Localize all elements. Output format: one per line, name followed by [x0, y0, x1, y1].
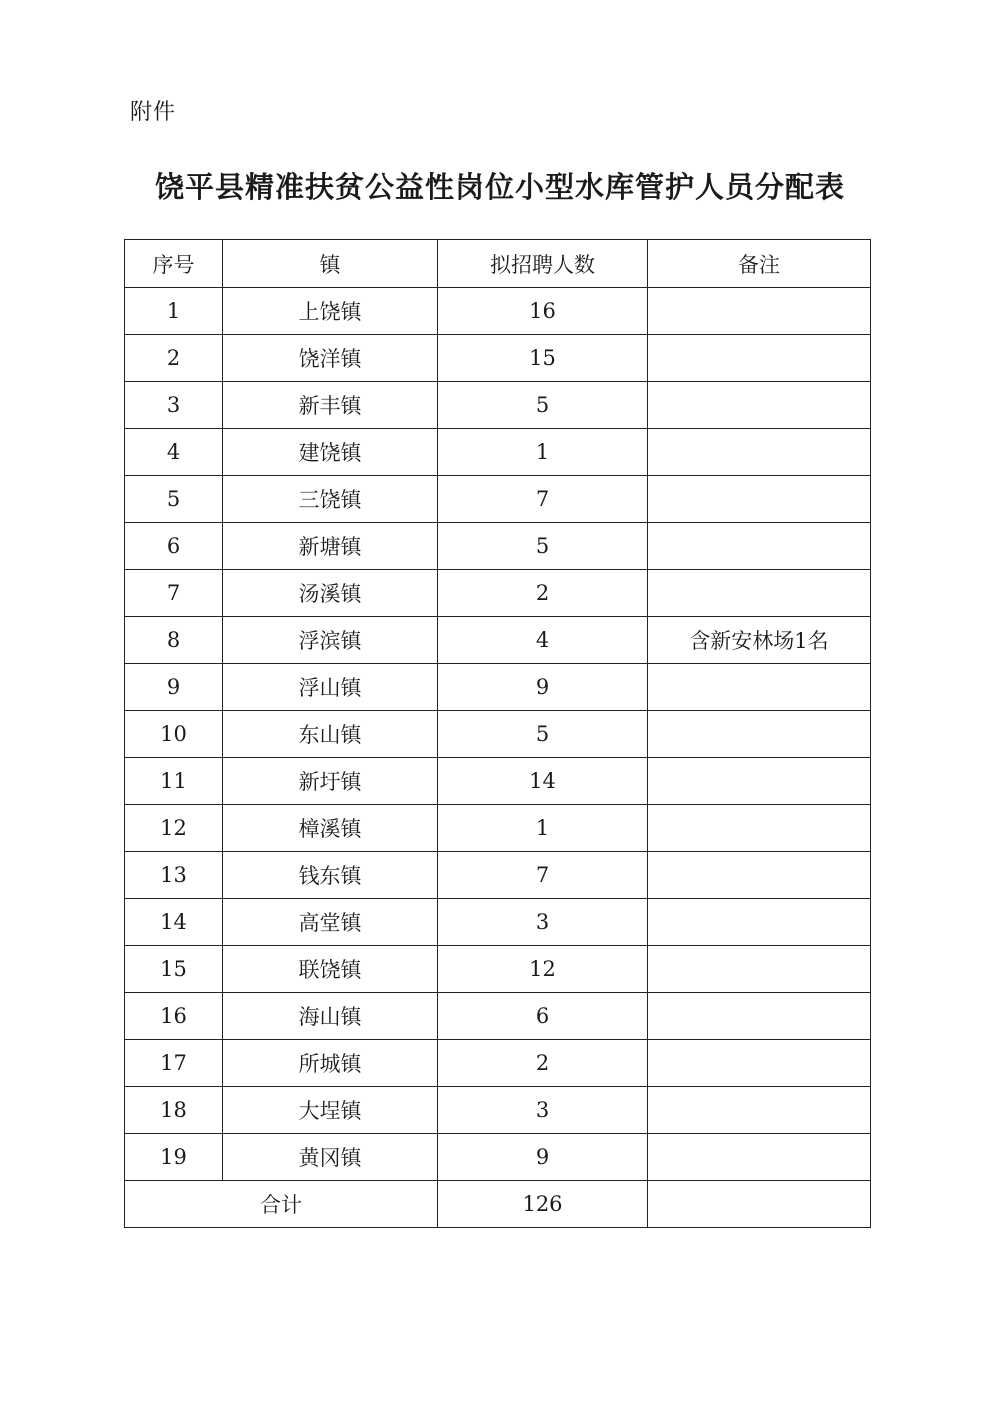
cell-remarks — [648, 899, 871, 946]
total-row — [125, 1181, 871, 1228]
cell-recruit-count: 9 — [438, 664, 648, 711]
cell-remarks — [648, 946, 871, 993]
cell-number: 6 — [125, 523, 223, 570]
cell-recruit-count: 9 — [438, 1134, 648, 1181]
cell-remarks — [648, 711, 871, 758]
cell-number: 7 — [125, 570, 223, 617]
cell-number: 13 — [125, 852, 223, 899]
table-row — [125, 758, 871, 805]
cell-remarks — [648, 805, 871, 852]
cell-number: 14 — [125, 899, 223, 946]
table-row — [125, 899, 871, 946]
cell-town: 浮滨镇 — [223, 617, 438, 664]
total-note — [648, 1181, 871, 1228]
header-town: 镇 — [223, 240, 438, 288]
cell-town: 上饶镇 — [223, 288, 438, 335]
cell-town: 东山镇 — [223, 711, 438, 758]
header-number: 序号 — [125, 240, 223, 288]
cell-remarks — [648, 429, 871, 476]
cell-number: 12 — [125, 805, 223, 852]
cell-recruit-count: 15 — [438, 335, 648, 382]
table-row — [125, 288, 871, 335]
cell-recruit-count: 5 — [438, 382, 648, 429]
allocation-table — [124, 239, 871, 1228]
cell-town: 高堂镇 — [223, 899, 438, 946]
cell-number: 17 — [125, 1040, 223, 1087]
cell-remarks — [648, 523, 871, 570]
cell-remarks: 含新安林场1名 — [648, 617, 871, 664]
cell-recruit-count: 12 — [438, 946, 648, 993]
cell-remarks — [648, 1040, 871, 1087]
cell-remarks — [648, 1134, 871, 1181]
cell-town: 三饶镇 — [223, 476, 438, 523]
table-row — [125, 993, 871, 1040]
cell-remarks — [648, 288, 871, 335]
table-header-row — [125, 240, 871, 288]
cell-remarks — [648, 1087, 871, 1134]
cell-recruit-count: 5 — [438, 711, 648, 758]
cell-number: 9 — [125, 664, 223, 711]
table-body — [125, 288, 871, 1181]
cell-town: 钱东镇 — [223, 852, 438, 899]
table-row — [125, 617, 871, 664]
cell-number: 2 — [125, 335, 223, 382]
cell-town: 汤溪镇 — [223, 570, 438, 617]
cell-town: 樟溪镇 — [223, 805, 438, 852]
cell-recruit-count: 3 — [438, 1087, 648, 1134]
cell-number: 18 — [125, 1087, 223, 1134]
total-label: 合计 — [125, 1181, 438, 1228]
cell-remarks — [648, 664, 871, 711]
cell-town: 所城镇 — [223, 1040, 438, 1087]
cell-recruit-count: 4 — [438, 617, 648, 664]
cell-recruit-count: 3 — [438, 899, 648, 946]
cell-town: 新丰镇 — [223, 382, 438, 429]
table-row — [125, 1040, 871, 1087]
cell-recruit-count: 2 — [438, 1040, 648, 1087]
cell-town: 新塘镇 — [223, 523, 438, 570]
table-row — [125, 852, 871, 899]
cell-recruit-count: 6 — [438, 993, 648, 1040]
cell-remarks — [648, 993, 871, 1040]
cell-recruit-count: 7 — [438, 852, 648, 899]
cell-number: 8 — [125, 617, 223, 664]
table-row — [125, 382, 871, 429]
table-row — [125, 664, 871, 711]
cell-number: 1 — [125, 288, 223, 335]
document-title: 饶平县精准扶贫公益性岗位小型水库管护人员分配表 — [154, 170, 845, 204]
table-row — [125, 429, 871, 476]
cell-number: 11 — [125, 758, 223, 805]
table-row — [125, 570, 871, 617]
cell-recruit-count: 2 — [438, 570, 648, 617]
cell-remarks — [648, 852, 871, 899]
cell-remarks — [648, 476, 871, 523]
cell-town: 建饶镇 — [223, 429, 438, 476]
cell-remarks — [648, 382, 871, 429]
table-row — [125, 523, 871, 570]
cell-number: 3 — [125, 382, 223, 429]
cell-remarks — [648, 570, 871, 617]
header-remarks: 备注 — [648, 240, 871, 288]
cell-recruit-count: 16 — [438, 288, 648, 335]
total-count: 126 — [438, 1181, 648, 1228]
cell-number: 4 — [125, 429, 223, 476]
cell-recruit-count: 14 — [438, 758, 648, 805]
table-row — [125, 1134, 871, 1181]
cell-number: 15 — [125, 946, 223, 993]
cell-recruit-count: 1 — [438, 805, 648, 852]
header-recruit-count: 拟招聘人数 — [438, 240, 648, 288]
table-row — [125, 1087, 871, 1134]
cell-town: 浮山镇 — [223, 664, 438, 711]
cell-town: 海山镇 — [223, 993, 438, 1040]
cell-town: 饶洋镇 — [223, 335, 438, 382]
cell-town: 联饶镇 — [223, 946, 438, 993]
cell-recruit-count: 7 — [438, 476, 648, 523]
cell-town: 新圩镇 — [223, 758, 438, 805]
cell-remarks — [648, 335, 871, 382]
table-row — [125, 805, 871, 852]
cell-remarks — [648, 758, 871, 805]
cell-number: 16 — [125, 993, 223, 1040]
cell-number: 10 — [125, 711, 223, 758]
table-row — [125, 476, 871, 523]
cell-town: 黄冈镇 — [223, 1134, 438, 1181]
cell-number: 5 — [125, 476, 223, 523]
table-row — [125, 946, 871, 993]
attachment-label: 附件 — [130, 100, 177, 125]
table-row — [125, 711, 871, 758]
cell-recruit-count: 5 — [438, 523, 648, 570]
cell-recruit-count: 1 — [438, 429, 648, 476]
cell-town: 大埕镇 — [223, 1087, 438, 1134]
table-row — [125, 335, 871, 382]
cell-number: 19 — [125, 1134, 223, 1181]
